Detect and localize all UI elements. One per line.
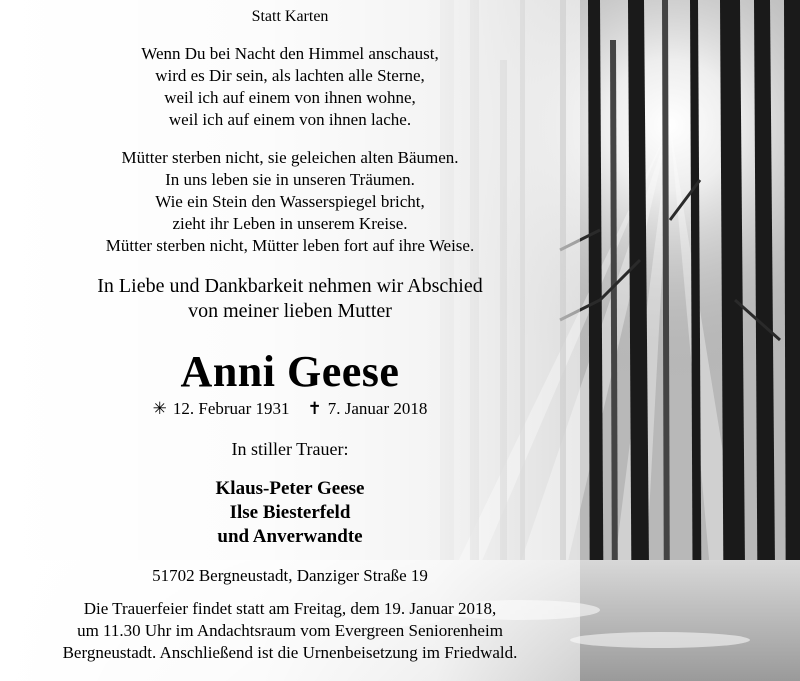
service-line: Bergneustadt. Anschließend ist die Urnenbeisetzung im Friedwald. [62,643,518,662]
intro-line: von meiner lieben Mutter [188,300,392,322]
statt-karten-label: Statt Karten [251,8,329,25]
life-dates [0,399,580,419]
birth-star-icon: ✳ [152,399,167,418]
family-member: Klaus-Peter Geese [215,478,365,499]
poem-line: weil ich auf einem von ihnen wohne, [164,88,416,107]
poem-line: In uns leben sie in unseren Träumen. [165,170,415,189]
family-member: und Anverwandte [217,526,363,547]
death-cross-icon: ✝ [307,399,322,418]
birth-date: 12. Februar 1931 [172,399,290,418]
service-line: Die Trauerfeier findet statt am Freitag, dem 19. Januar 2018, [83,599,497,618]
address: 51702 Bergneustadt, Danziger Straße 19 [152,566,428,585]
mourning-label: In stiller Trauer: [231,439,349,459]
intro-line: In Liebe und Dankbarkeit nehmen wir Abschied [97,275,483,297]
poem-line: Mütter sterben nicht, sie geleichen alten Bäumen. [121,148,459,167]
poem-line: zieht ihr Leben in unserem Kreise. [172,214,408,233]
service-line: um 11.30 Uhr im Andachtsraum vom Evergreen Seniorenheim [77,621,503,640]
family-member: Ilse Biesterfeld [229,502,351,523]
poem-line: Wie ein Stein den Wasserspiegel bricht, [155,192,425,211]
poem-line: wird es Dir sein, als lachten alle Sterne, [155,66,425,85]
poem-line: Mütter sterben nicht, Mütter leben fort auf ihre Weise. [105,236,475,255]
poem-line: Wenn Du bei Nacht den Himmel anschaust, [141,44,439,63]
deceased-name: Anni Geese [180,347,400,396]
death-date: 7. Januar 2018 [327,399,428,418]
poem-line: weil ich auf einem von ihnen lache. [168,110,412,129]
